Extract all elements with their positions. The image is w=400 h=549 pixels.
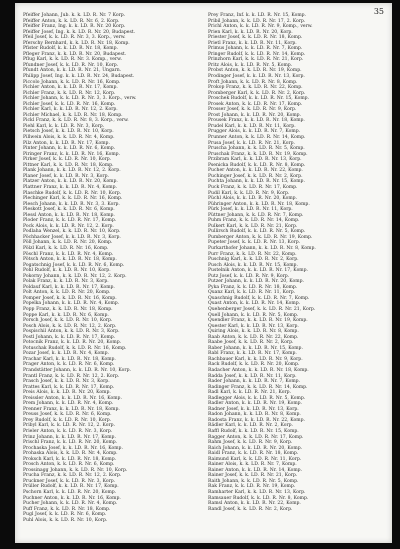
register-entry: Prosch Anton, k. k. LD. R. Nr. 6, Komp. bbox=[23, 462, 115, 468]
register-entry: Putz Josef, k. k. LD. R. Nr. 9, Korp. bbox=[208, 273, 290, 279]
register-entry: Rachbauer Karl, k. k. LD. R. Nr. 9, Korp. bbox=[208, 356, 303, 362]
register-entry: Pulkert Karl, k. k. LD. R. Nr. 21, Korp. bbox=[208, 223, 298, 229]
register-entry: Radosta Franz, k. k. LD. R. Nr. 22, Komp. bbox=[208, 417, 305, 423]
register-entry: Quaschnig Rudolf, k. k. LD. R. Nr. 7, Komp. bbox=[208, 295, 310, 301]
register-entry: Posch Alois, k. k. LD. R. Nr. 12, 2. Korp. bbox=[23, 323, 117, 329]
register-entry: Pötsch Anton, k. k. LD. R. Nr. 18, Komp. bbox=[23, 257, 117, 263]
register-entry: Pribyl Karl, k. k. LD. R. Nr. 12, 2. Korp. bbox=[23, 423, 116, 429]
register-entry: Polak Franz, k. k. LD. R. Nr. 3, Korp. bbox=[23, 279, 109, 285]
register-entry: Rainer Alois, k. k. LD. R. Nr. 7, Komp. bbox=[208, 462, 297, 468]
register-entry: Proft Johann, k. k. LD. R. Nr. 8, Komp. bbox=[208, 79, 298, 85]
register-entry: Pfeiffer Anton, k. k. LD. R. Nr. 6, 2. Korp. bbox=[23, 18, 120, 24]
register-entry: Prugger Alois, k. k. LD. R. Nr. 7, Komp. bbox=[208, 129, 301, 135]
register-entry: Prosek Anton, k. k. LD. R. Nr. 17, Komp. bbox=[208, 101, 303, 107]
register-entry: Puff Franz, k. k. LD. R. Nr. 18, Komp. bbox=[23, 506, 111, 512]
register-entry: Pillwein Alois, k. k. LD. R. Nr. 4, Komp. bbox=[23, 135, 115, 141]
register-entry: Prinz Johann, k. k. LD. R. Nr. 17, Komp. bbox=[23, 434, 116, 440]
register-entry: Puchta Johann, k. k. LD. R. Nr. 15, Komp. bbox=[208, 179, 305, 185]
register-entry: Pinter Johann, k. k. LD. R. Nr. 6, Komp. bbox=[23, 146, 116, 152]
register-entry: Pittner Karl, k. k. LD. R. Nr. 18, Komp. bbox=[23, 162, 114, 168]
register-entry: Pruscha Johann, k. k. LD. R. Nr. 5, Komp. bbox=[208, 146, 305, 152]
register-entry: Radner Josef, k. k. LD. R. Nr. 13, Korp. bbox=[208, 406, 299, 412]
register-entry: Polt Anton, k. k. LD. R. Nr. 20, Komp. bbox=[23, 290, 111, 296]
register-entry: Prusa Josef, k. k. LD. R. Nr. 21, Korp. bbox=[208, 140, 296, 146]
register-entry: Prucha Franz, k. k. LD. R. Nr. 12, 2. Korp. bbox=[23, 473, 122, 479]
register-entry: Piccolo Johann, k. k. LD. R. Nr. 16, Komp. bbox=[23, 79, 121, 85]
register-entry: Prossinagg Johann, k. k. LD. R. Nr. 10, Korp. bbox=[23, 467, 128, 473]
register-entry: Prinzhorn Karl, k. k. LD. R. Nr. 21, Korp. bbox=[208, 57, 304, 63]
register-entry: Pospischil Anton, k. k. LD. R. Nr. 3, Korp. bbox=[23, 329, 120, 335]
register-entry: Pritz Alois, k. k. LD. R. Nr. 5, Komp. bbox=[208, 62, 293, 68]
register-entry: Platzer Anton, k. k. LD. R. Nr. 20, Komp. bbox=[23, 179, 118, 185]
register-entry: Puchner Anton, k. k. LD. R. Nr. 16, Komp. bbox=[23, 495, 121, 501]
register-entry: Porsch Josef, k. k. LD. R. Nr. 10, Korp. bbox=[23, 318, 113, 324]
register-entry: Pugl Josef, k. k. LD. R. Nr. 6, Komp. bbox=[23, 512, 107, 518]
register-entry: Pock Alois, k. k. LD. R. Nr. 12, 2. Korp. bbox=[23, 223, 114, 229]
register-entry: Pichler Michael, k. k. LD. R. Nr. 18, Komp. bbox=[23, 112, 123, 118]
register-entry: Pleskott Josef, k. k. LD. R. Nr. 6, Komp. bbox=[23, 207, 115, 213]
register-entry: Prieler Anton, k. k. LD. R. Nr. 3, Korp. bbox=[23, 429, 113, 435]
register-entry: Poldauf Karl, k. k. LD. R. Nr. 17, Komp. bbox=[23, 284, 115, 290]
register-entry: Raffl Rudolf, k. k. LD. R. Nr. 15, Komp. bbox=[208, 429, 299, 435]
register-entry: Pumberger Anton, k. k. LD. R. Nr. 19, Komp. bbox=[208, 234, 313, 240]
register-entry: Purr Franz, k. k. LD. R. Nr. 22, Komp. bbox=[208, 251, 297, 257]
register-entry: Preuss Josef, k. k. LD. R. Nr. 6, Komp. bbox=[23, 412, 112, 418]
register-entry: Pucher Johann, k. k. LD. R. Nr. 4, Komp. bbox=[23, 501, 118, 507]
register-entry: Pilz Anton, k. k. LD. R. Nr. 17, Komp. bbox=[23, 140, 110, 146]
register-entry: Rabl Franz, k. k. LD. R. Nr. 17, Komp. bbox=[208, 351, 297, 357]
register-entry: Pyka Franz, k. k. LD. R. Nr. 18, Komp. bbox=[208, 284, 298, 290]
register-entry: Prem Johann, k. k. LD. R. Nr. 4, Komp. bbox=[23, 401, 114, 407]
register-entry: Rak Franz, k. k. LD. R. Nr. 19, Komp. bbox=[208, 484, 296, 490]
register-entry: Prüller Rudolf, k. k. LD. R. Nr. 17, Komp. bbox=[23, 484, 119, 490]
register-entry: Rainer Anton, k. k. LD. R. Nr. 14, Komp. bbox=[208, 467, 303, 473]
register-entry: Pflug Karl, k. k. LD. R. Nr. 3. Komp., verw. bbox=[23, 57, 122, 63]
register-entry: Radl Karl, k. k. LD. R. Nr. 21, Korp. bbox=[208, 390, 292, 396]
register-entry: Raich Johann, k. k. LD. R. Nr. 20, Komp. bbox=[208, 445, 303, 451]
register-entry: Quell Johann, k. k. LD. R. Nr. 5, Komp. bbox=[208, 312, 299, 318]
register-entry: Puck Franz, k. k. LD. R. Nr. 17, Komp. bbox=[208, 184, 298, 190]
register-entry: Prousek Franz, k. k. LD. R. Nr. 18, Komp. bbox=[208, 118, 305, 124]
register-entry: Pokorny Johann, k. k. LD. R. Nr. 12, 2. Korp. bbox=[23, 273, 127, 279]
register-entry: Plank Johann, k. k. LD. R. Nr. 12, 2. Korp. bbox=[23, 168, 121, 174]
register-entry: Pühringer Anton, k. k. LD. R. Nr. 18, Komp. bbox=[208, 201, 310, 207]
register-entry: Pfleger Franz, k. k. LD. R. Nr. 20, Budapest. bbox=[23, 51, 127, 57]
register-entry: Poppe Karl, k. k. LD. R. Nr. 6, Komp. bbox=[23, 312, 109, 318]
register-entry: Prantl Franz, k. k. LD. R. Nr. 12, 2. Korp. bbox=[23, 373, 120, 379]
register-entry: Pölzl Karl, k. k. LD. R. Nr. 16, Komp. bbox=[23, 245, 109, 251]
register-entry: Quendler Franz, k. k. LD. R. Nr. 19, Komp. bbox=[208, 318, 308, 324]
register-entry: Prattes Karl, k. k. LD. R. Nr. 17, Komp. bbox=[23, 384, 115, 390]
register-entry: Prandstätter Johann, k. k. LD. R. Nr. 10, Korp. bbox=[23, 368, 131, 373]
register-entry: Pichler Karl, k. k. LD. R. Nr. 12, 2. Korp. bbox=[23, 107, 118, 113]
register-entry: Raimund Karl, k. k. LD. R. Nr. 11, Korp. bbox=[208, 456, 302, 462]
register-entry: Promberger Karl, k. k. LD. R. Nr. 2, Korp. bbox=[208, 90, 306, 96]
register-entry: Philipp Josef, Ing. k. k. LD. R. Nr. 24, Budapest. bbox=[23, 74, 135, 80]
register-entry: Piringer Franz, k. k. LD. R. Nr. 16, Komp. bbox=[23, 151, 121, 157]
register-entry: Putzer Johann, k. k. LD. R. Nr. 20, Komp. bbox=[208, 279, 304, 285]
register-entry: Plechinger Karl, k. k. LD. R. Nr. 16, Komp. bbox=[23, 196, 123, 202]
right-column bbox=[208, 13, 376, 512]
register-entry: Prasch Josef, k. k. LD. R. Nr. 3, Korp. bbox=[23, 379, 110, 385]
register-entry: Radlegger Alois, k. k. LD. R. Nr. 5, Komp. bbox=[208, 395, 306, 401]
register-entry: Pringer Rudolf, k. k. LD. R. Nr. 14, Komp. bbox=[208, 51, 306, 57]
register-entry: Pfeiffer Josef, Ing. k. k. LD. R. Nr. 20, Budapest. bbox=[23, 29, 136, 35]
register-entry: Ramsauer Rudolf, k. k. LD. R. Nr. 8, Komp. bbox=[208, 495, 309, 501]
register-entry: Preis Alois, k. k. LD. R. Nr. 20, Komp. bbox=[23, 390, 111, 396]
register-entry: Przibram Karl, k. k. LD. R. Nr. 13, Korp. bbox=[208, 157, 302, 163]
register-entry: Pichler Franz, k. k. LD. R. Nr. 12, Korp. bbox=[23, 90, 116, 96]
register-entry: Pohl Rudolf, k. k. LD. R. Nr. 10, Korp. bbox=[23, 268, 111, 274]
register-entry: Prichl Anton, k. k. LD. R. Nr. 9, Komp., verw. bbox=[208, 24, 313, 30]
register-entry: Popp Franz, k. k. LD. R. Nr. 18, Komp. bbox=[23, 306, 113, 312]
register-entry: Puhl Alois, k. k. LD. R. Nr. 10, Korp. bbox=[23, 517, 108, 523]
register-entry: Pruckner Josef, k. k. LD. R. Nr. 3, Korp. bbox=[23, 478, 116, 484]
register-entry: Prudel Karl, k. k. LD. R. Nr. 11, Korp. bbox=[208, 123, 296, 129]
register-entry: Ragger Anton, k. k. LD. R. Nr. 17, Komp. bbox=[208, 434, 304, 440]
register-entry: Pribil Johann, k. k. LD. R. Nr. 17, 2. Korp. bbox=[208, 18, 306, 24]
register-entry: Pfeil Josef, k. k. LD. R. Nr. 3, 3. Korp., verw. bbox=[23, 35, 126, 41]
register-entry: Radinger Franz, k. k. LD. R. Nr. 14, Komp. bbox=[208, 384, 308, 390]
register-entry: Pöschl Franz, k. k. LD. R. Nr. 4, Komp. bbox=[23, 251, 114, 257]
register-entry: Prohaska Alois, k. k. LD. R. Nr. 4, Komp. bbox=[23, 451, 118, 457]
register-entry: Plesch Johann, k. k. LD. R. Nr. 3, 3. Korp. bbox=[23, 201, 120, 207]
register-entry: Radda Josef, k. k. LD. R. Nr. 11, Korp. bbox=[208, 373, 297, 379]
register-entry: Pullirsch Rudolf, k. k. LD. R. Nr. 5, Komp. bbox=[208, 229, 306, 235]
register-entry: Ploder Franz, k. k. LD. R. Nr. 17, Komp. bbox=[23, 218, 117, 224]
register-entry: Pustelnik Anton, k. k. LD. R. Nr. 17, Komp. bbox=[208, 268, 308, 274]
register-entry: Prenner Franz, k. k. LD. R. Nr. 18, Komp. bbox=[23, 406, 120, 412]
register-entry: Pusch Alois, k. k. LD. R. Nr. 15, Komp. bbox=[208, 262, 298, 268]
register-entry: Prunner Anton, k. k. LD. R. Nr. 14, Komp. bbox=[208, 135, 306, 141]
register-entry: Püttner Johann, k. k. LD. R. Nr. 7, Komp. bbox=[208, 212, 304, 218]
register-entry: Pfundner Josef, k. k. LD. R. Nr. 10, Korp. bbox=[23, 62, 119, 68]
register-entry: Radacher Anton, k. k. LD. R. Nr. 18, Komp. bbox=[208, 368, 309, 373]
register-entry: Priester Josef, k. k. LD. R. Nr. 18, Komp. bbox=[208, 35, 303, 41]
register-entry: Quester Karl, k. k. LD. R. Nr. 13, Korp. bbox=[208, 323, 299, 329]
register-entry: Pfundt Anton, k. k. LD. R. Nr. 21, Ungarn. bbox=[23, 68, 122, 74]
register-entry: Prager Anton, k. k. LD. R. Nr. 6, Komp. bbox=[23, 362, 115, 368]
register-entry: Rahm Josef, k. k. LD. R. Nr. 9, Korp. bbox=[208, 440, 293, 446]
register-entry: Rainer Josef, k. k. LD. R. Nr. 21, Korp. bbox=[208, 473, 298, 479]
register-entry: Raith Johann, k. k. LD. R. Nr. 5, Komp. bbox=[208, 478, 299, 484]
register-entry: Raidl Franz, k. k. LD. R. Nr. 18, Komp. bbox=[208, 451, 299, 457]
page-number: 35 bbox=[373, 7, 384, 16]
register-entry: Planer Josef, k. k. LD. R. Nr. 3, Korp. bbox=[23, 173, 109, 179]
register-entry: Pirker Josef, k. k. LD. R. Nr. 10, Korp. bbox=[23, 157, 112, 163]
register-entry: Prey Franz, Inf. k. k. LD. R. Nr. 15, Komp. bbox=[208, 13, 307, 18]
register-entry: Puhm Franz, k. k. LD. R. Nr. 14, Komp. bbox=[208, 218, 300, 224]
register-entry: Pucher Anton, k. k. LD. R. Nr. 22, Komp. bbox=[208, 168, 303, 174]
register-entry: Plaschke Rudolf, k. k. LD. R. Nr. 10, Korp. bbox=[23, 190, 122, 196]
register-entry: Plattner Franz, k. k. LD. R. Nr. 4, Komp. bbox=[23, 184, 117, 190]
register-entry: Quehenberger Josef, k. k. LD. R. Nr. 21, Korp. bbox=[208, 306, 316, 312]
register-entry: Psenicka Rudolf, k. k. LD. R. Nr. 8, Komp. bbox=[208, 162, 306, 168]
register-entry: Radon Johann, k. k. LD. R. Nr. 8, Komp. bbox=[208, 412, 301, 418]
register-entry: Pürk Josef, k. k. LD. R. Nr. 11, Korp. bbox=[208, 207, 293, 213]
register-entry: Raabe Josef, k. k. LD. R. Nr. 2, Korp. bbox=[208, 340, 294, 346]
register-entry: Quiring Alois, k. k. LD. R. Nr. 8, Komp. bbox=[208, 329, 299, 335]
register-entry: Randl Josef, k. k. LD. R. Nr. 2, Korp. bbox=[208, 506, 293, 512]
register-entry: Quanz Karl, k. k. LD. R. Nr. 11, Korp. bbox=[208, 290, 296, 296]
register-entry: Probst Anton, k. k. LD. R. Nr. 19, Komp. bbox=[208, 68, 302, 74]
register-entry: Puschnig Karl, k. k. LD. R. Nr. 2, Korp. bbox=[208, 257, 299, 263]
scanned-page bbox=[15, 3, 392, 543]
register-entry: Pupeter Josef, k. k. LD. R. Nr. 13, Korp. bbox=[208, 240, 301, 246]
register-entry: Preissler Anton, k. k. LD. R. Nr. 16, Komp. bbox=[23, 395, 122, 401]
register-entry: Pruschak Franz, k. k. LD. R. Nr. 19, Komp. bbox=[208, 151, 308, 157]
register-entry: Prietl Franz, k. k. LD. R. Nr. 11, Korp. bbox=[208, 40, 297, 46]
register-entry: Pomper Josef, k. k. LD. R. Nr. 16, Komp. bbox=[23, 295, 117, 301]
register-entry: Pietsch Josef, k. k. LD. R. Nr. 10, Korp. bbox=[23, 129, 114, 135]
register-entry: Rack Rudolf, k. k. LD. R. Nr. 20, Komp. bbox=[208, 362, 300, 368]
register-entry: Proksch Karl, k. k. LD. R. Nr. 18, Komp. bbox=[23, 456, 117, 462]
register-entry: Primus Johann, k. k. LD. R. Nr. 7, Komp. bbox=[208, 46, 303, 52]
register-entry: Plessl Anton, k. k. LD. R. Nr. 18, Komp. bbox=[23, 212, 115, 218]
register-entry: Puchinger Josef, k. k. LD. R. Nr. 2, Korp. bbox=[208, 173, 303, 179]
register-entry: Potocnik Franz, k. k. LD. R. Nr. 20, Komp. bbox=[23, 340, 122, 346]
register-entry: Purkarthofer Johann, k. k. LD. R. Nr. 8, Komp. bbox=[208, 245, 316, 251]
register-entry: Radler Anton, k. k. LD. R. Nr. 19, Komp. bbox=[208, 401, 303, 407]
register-entry: Pfister Rudolf, k. k. LD. R. Nr. 18, Komp. bbox=[23, 46, 118, 52]
register-entry: Pöll Johann, k. k. LD. R. Nr. 20, Komp. bbox=[23, 240, 113, 246]
register-entry: Postl Johann, k. k. LD. R. Nr. 17, Komp. bbox=[23, 334, 116, 340]
register-entry: Ramsl Anton, k. k. LD. R. Nr. 22, Komp. bbox=[208, 501, 301, 507]
register-entry: Prokop Franz, k. k. LD. R. Nr. 22, Komp. bbox=[208, 85, 303, 91]
register-entry: Podlaha Wenzel, k. k. LD. R. Nr. 10, Korp. bbox=[23, 229, 121, 235]
register-entry: Prey Rudolf, k. k. LD. R. Nr. 10, Korp. bbox=[23, 417, 112, 423]
register-entry: Potuschak Rudolf, k. k. LD. R. Nr. 16, Komp. bbox=[23, 345, 127, 351]
left-column bbox=[23, 13, 191, 523]
register-entry: Prochaska Josef, k. k. LD. R. Nr. 16, Komp. bbox=[23, 445, 123, 451]
register-entry: Pudil Karl, k. k. LD. R. Nr. 9, Korp. bbox=[208, 190, 290, 196]
register-entry: Rader Johann, k. k. LD. R. Nr. 7, Komp. bbox=[208, 379, 301, 385]
register-entry: Pickl Franz, k. k. LD. R. Nr. 8, 3. Korp., verw. bbox=[23, 118, 129, 124]
register-entry: Prachar Karl, k. k. LD. R. Nr. 18, Komp. bbox=[23, 356, 116, 362]
register-entry: Pfeiffer Franz, Ing. k. k. LD. R. Nr. 20 Korp. bbox=[23, 24, 126, 30]
register-entry: Pogatschnig Josef, k. k. LD. R. Nr. 6, Komp. bbox=[23, 262, 125, 268]
register-entry: Prodinger Josef, k. k. LD. R. Nr. 13, Korp. bbox=[208, 74, 305, 80]
register-entry: Pschorn Karl, k. k. LD. R. Nr. 20, Komp. bbox=[23, 490, 117, 496]
register-entry: Pöchhacker Josef, k. k. LD. R. Nr. 3, Korp. bbox=[23, 234, 121, 240]
register-entry: Prischl Franz, k. k. LD. R. Nr. 20, Komp. bbox=[23, 440, 118, 446]
register-entry: Prost Johann, k. k. LD. R. Nr. 20, Komp. bbox=[208, 112, 302, 118]
register-entry: Pozar Josef, k. k. LD. R. Nr. 4, Komp. bbox=[23, 351, 109, 357]
register-entry: Pferschy Bernhard, k. k. LD. R. Nr. 18, Komp. bbox=[23, 40, 130, 46]
register-entry: Ramharter Karl, k. k. LD. R. Nr. 13, Korp. bbox=[208, 490, 306, 496]
register-entry: Pichler Johann, k. k. LD. R. Nr. 3, 3. Korp., verw. bbox=[23, 96, 137, 102]
register-entry: Raab Anton, k. k. LD. R. Nr. 22, Komp. bbox=[208, 334, 299, 340]
register-entry: Pichler Anton, k. k. LD. R. Nr. 17, Komp. bbox=[23, 85, 118, 91]
register-entry: Püchl Alois, k. k. LD. R. Nr. 20, Komp. bbox=[208, 196, 298, 202]
register-entry: Prien Karl, k. k. LD. R. Nr. 20, Korp. bbox=[208, 29, 293, 35]
register-entry: Prosser Josef, k. k. LD. R. Nr. 9, Korp. bbox=[208, 107, 297, 113]
register-entry: Proschek Rudolf, k. k. LD. R. Nr. 15, Komp. bbox=[208, 96, 310, 102]
register-entry: Rädler Karl, k. k. LD. R. Nr. 2, Korp. bbox=[208, 423, 294, 429]
register-entry: Quast Anton, k. k. LD. R. Nr. 14, Komp. bbox=[208, 301, 301, 307]
register-entry: Pfeiffer Johann, Jub. k. k. LD. R. Nr. 7 Korp. bbox=[23, 13, 126, 18]
register-entry: Piehl Karl, k. k. LD. R. Nr. 3, Korp. bbox=[23, 123, 105, 129]
register-entry: Pichler Josef, k. k. LD. R. Nr. 16, Komp. bbox=[23, 101, 116, 107]
register-entry: Popelka Johann, k. k. LD. R. Nr. 4, Komp. bbox=[23, 301, 120, 307]
register-entry: Raber Johann, k. k. LD. R. Nr. 15, Komp. bbox=[208, 345, 303, 351]
